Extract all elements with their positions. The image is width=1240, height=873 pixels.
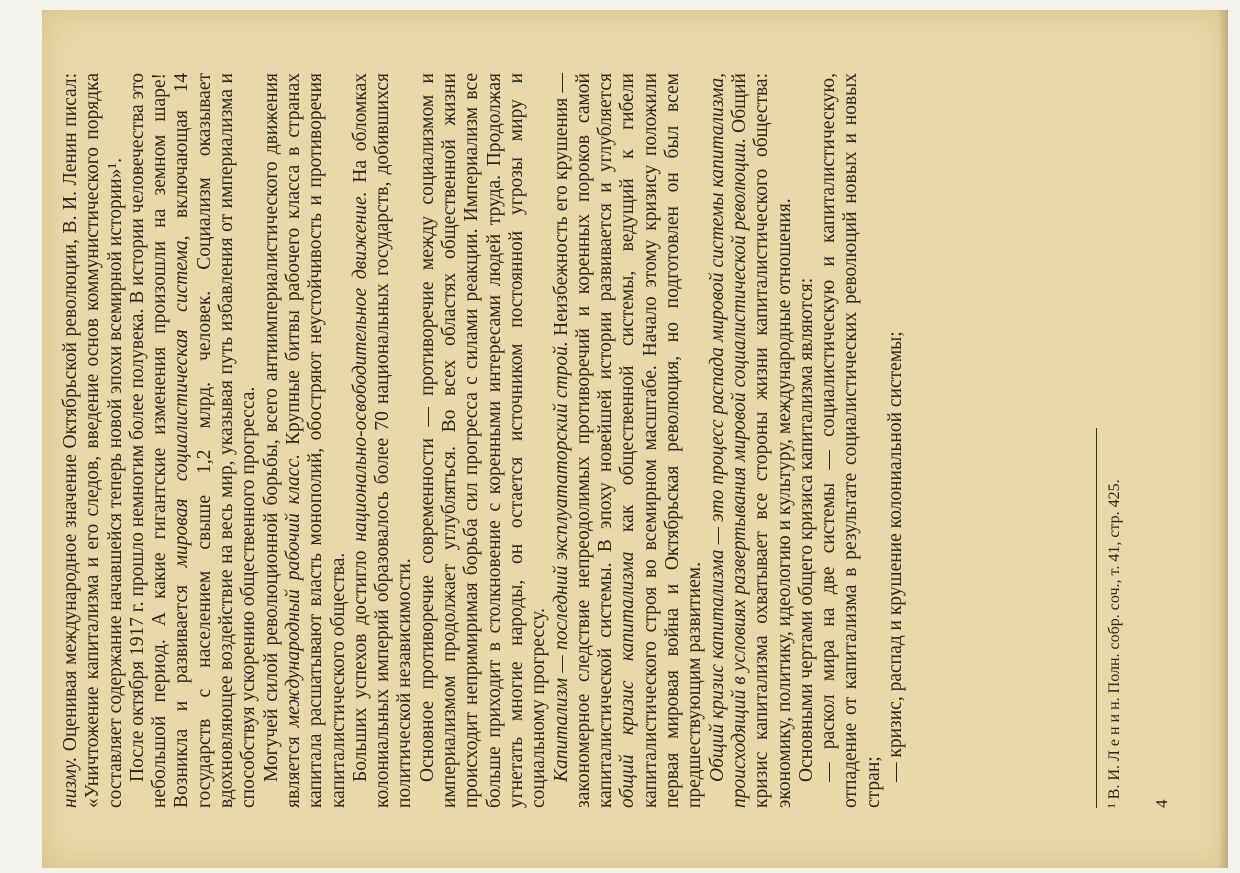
paragraph-5 [417,73,551,808]
paragraph-6 [551,73,707,808]
emphasis-text: мировая социалистическая система, [171,235,193,568]
page-number: 4 [1152,799,1171,808]
paragraph-3 [261,73,350,808]
paragraph-text: как общественной системы, ведущий к гибели капиталистического строя во всемирном масштабе. Начало этому кризису положили первая мировая война и Октябрьская революция, но подготовлен он был всем предшествующим развитием. [617,73,706,808]
paragraph-2 [127,73,261,808]
paragraph-text: Больших успехов достигло [349,541,371,782]
paragraph-text: На обломках колониальных империй образовалось более 70 национальных государств, добившихся политической независимости. [349,73,416,808]
paragraph-1 [60,73,127,808]
paragraph-text: Могучей силой революционной борьбы, всего антиимпериалистического движения является [260,73,304,808]
paragraph-4 [350,73,417,808]
paragraph-7 [707,73,796,808]
paragraph-8: Основными чертами общего кризиса капитализма являются: [795,277,817,782]
emphasis-text: Общий кризис капитализма — это процесс распада мировой системы капитализма, происходящий в условиях развертывания мировой социалистической революции. [706,73,750,808]
emphasis-text: Капитализм — последний эксплуататорский строй. [550,341,572,782]
emphasis-text: общий кризис капитализма [617,551,639,808]
paragraph-text: После октября 1917 г. прошло немногим более полувека. В истории человечества это небольшой период. А какие гигантские изменения произошли на земном шаре! Возникла и развивается [126,73,193,808]
body-text [60,73,907,808]
paragraph-text: Оценивая международное значение Октябрьской революции, В. И. Ленин писал: «Уничтожение капитализма и его следов, введение основ коммунистического порядка составляет содержание начавшейся теперь новой эпохи всемирной истории»¹. [60,73,126,808]
paragraph-text: Общий кризис капитализма охватывает все стороны жизни капиталистического общества: экономику, политику, идеологию и культуру, международные отношения. [728,73,795,808]
paper-edge-shadow [1218,10,1228,868]
paragraph-text: Неизбежность его крушения — закономерное следствие непреодолимых противоречий и коренных пороков самой капиталистической системы. В эпоху новейшей истории развивается и углубляется [550,73,617,808]
paragraph-text: Основное противоречие современности — противоречие между социализмом и империализмом продолжает углубляться. Во всех областях общественной жизни происходит непримиримая борьба сил прогресса с силами реакции. Империализм все больше приходит в столкновение с коренными интересами людей труда. Продолжая угнетать многие народы, он остается источником постоянной угрозы миру и социальному прогрессу. [416,73,550,808]
paragraph-9: — раскол мира на две системы — социалистическую и капиталистическую, отпадение от капитализма в результате социалистических революций новых и новых стран; [818,73,884,808]
paragraph-text: Крупные битвы рабочего класса в странах капитала расшатывают власть монополий, обостряют неустойчивость и противоречия капиталистического общества. [282,73,349,808]
emphasis-text: национально-освободительное движение. [349,191,371,542]
paragraph-text: включающая 14 государств с населением свыше 1,2 млрд. человек. Социализм оказывает вдохновляющее воздействие на весь мир, указывая путь избавления от империализма и способствуя ускорению общественного прогресса. [171,73,260,808]
emphasis-text: международный рабочий класс. [282,454,304,728]
emphasis-text: низму. [60,756,81,808]
footnote-separator [1096,428,1097,808]
footnote: ¹ В. И. Л е н и н. Полн. собр. соч., т. 41, стр. 425. [1106,479,1123,808]
paragraph-10: — кризис, распад и крушение колониальной системы; [884,331,906,782]
rotated-page-content [60,73,1171,808]
